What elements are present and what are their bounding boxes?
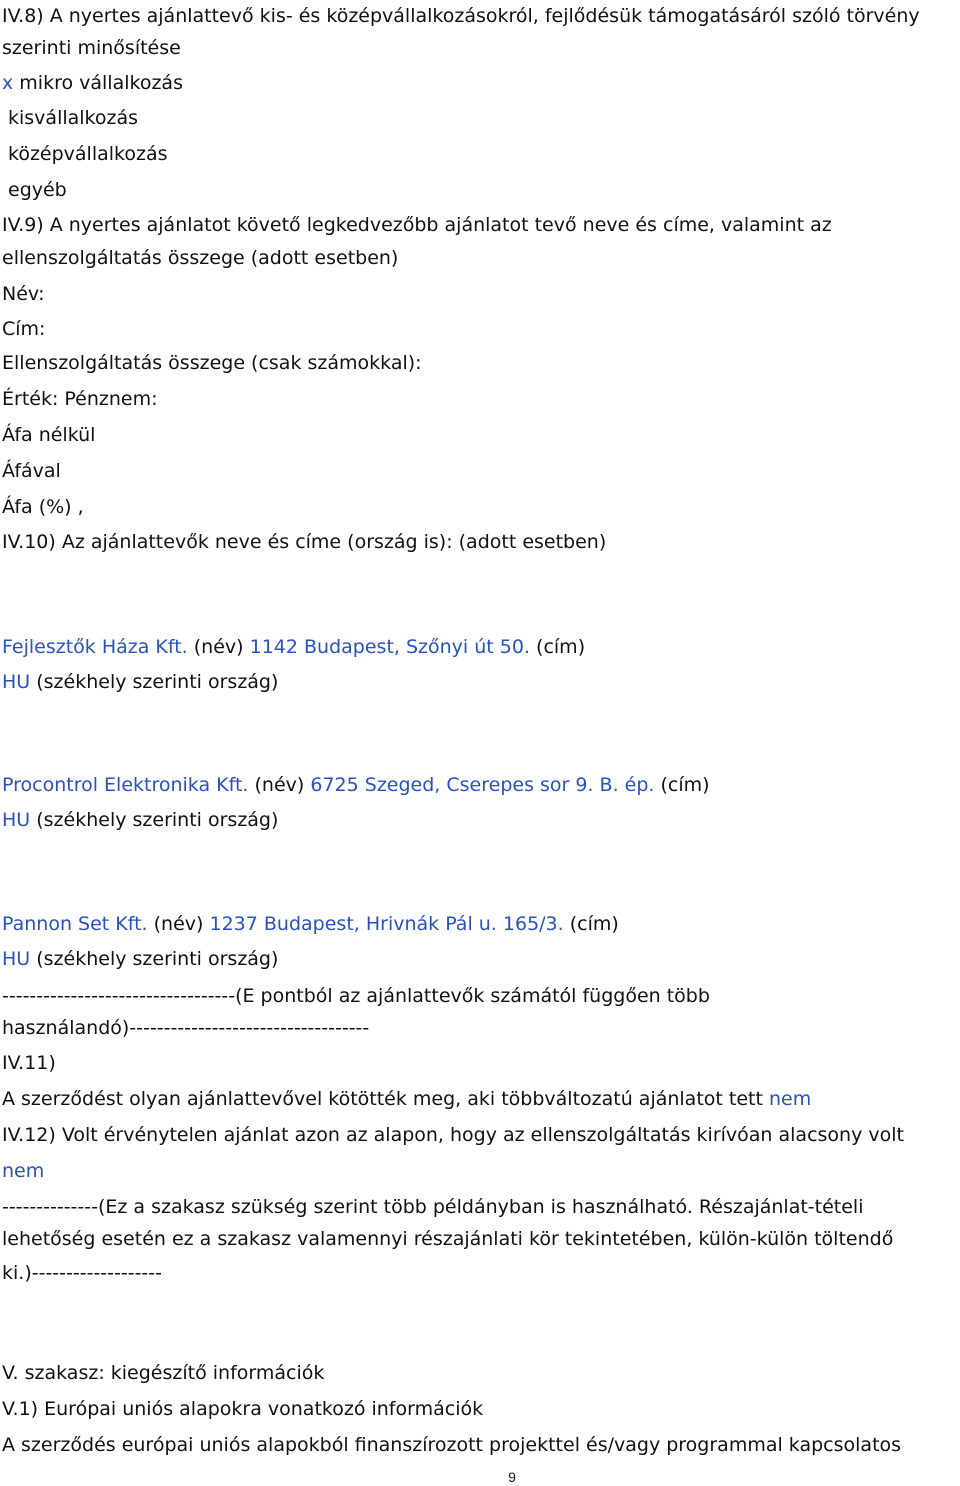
iv11-answer: nem: [768, 1088, 812, 1110]
v1-title: V.1) Európai uniós alapokra vonatkozó információk: [2, 1398, 484, 1420]
iv8-title-line2: szerinti minősítése: [2, 37, 181, 59]
iv9-afaval: Áfával: [2, 460, 61, 482]
check-mark: x: [2, 72, 14, 94]
iv9-afa-nelkul: Áfa nélkül: [2, 424, 96, 446]
iv8-option-kozep: középvállalkozás: [8, 143, 168, 165]
v1-text: A szerződés európai uniós alapokból finanszírozott projekttel és/vagy programmal kapcsolatos: [2, 1434, 902, 1456]
bidder-country: [2, 670, 278, 694]
country-code: HU: [2, 809, 31, 831]
name-tag: (név): [193, 636, 244, 658]
iv10-title: IV.10) Az ajánlattevők neve és címe (ország is): (adott esetben): [2, 531, 607, 553]
iv10-separator-line1: ----------------------------------(E pontból az ajánlattevők számától függően több: [2, 985, 710, 1007]
iv12-text: IV.12) Volt érvénytelen ajánlat azon az alapon, hogy az ellenszolgáltatás kirívóan alacsony volt: [2, 1124, 904, 1146]
iv12-answer: nem: [2, 1160, 45, 1182]
country-code: HU: [2, 948, 31, 970]
note-line3: ki.)-------------------: [2, 1262, 162, 1284]
iv9-title-line1: IV.9) A nyertes ajánlatot követő legkedvezőbb ajánlatot tevő neve és címe, valamint az: [2, 214, 832, 236]
country-tag: (székhely szerinti ország): [36, 671, 279, 693]
iv8-option-kis: kisvállalkozás: [8, 107, 139, 129]
name-tag: (név): [254, 774, 305, 796]
section5-title: V. szakasz: kiegészítő információk: [2, 1362, 325, 1384]
iv9-cim: Cím:: [2, 318, 46, 340]
iv11-title: IV.11): [2, 1052, 56, 1074]
bidder-name-address: [2, 912, 619, 936]
country-tag: (székhely szerinti ország): [36, 948, 279, 970]
bidder-name-address: [2, 773, 710, 797]
iv10-separator-line2: használandó)-----------------------------------: [2, 1017, 370, 1039]
note-line2: lehetőség esetén ez a szakasz valamennyi részajánlati kör tekintetében, külön-külön töltendő: [2, 1228, 894, 1250]
address-tag: (cím): [569, 913, 619, 935]
iv8-option-egyeb: egyéb: [8, 179, 67, 201]
bidder-name: Procontrol Elektronika Kft.: [2, 774, 249, 796]
country-tag: (székhely szerinti ország): [36, 809, 279, 831]
bidder-name: Pannon Set Kft.: [2, 913, 148, 935]
iv11-text: [2, 1087, 811, 1111]
address-tag: (cím): [660, 774, 710, 796]
bidder-country: [2, 947, 278, 971]
bidder-address: 1142 Budapest, Szőnyi út 50.: [249, 636, 530, 658]
iv9-ertek: Érték: Pénznem:: [2, 388, 158, 410]
bidder-name: Fejlesztők Háza Kft.: [2, 636, 188, 658]
iv9-afa-pct: Áfa (%) ,: [2, 496, 84, 518]
option-label: mikro vállalkozás: [19, 72, 183, 94]
iv11-question: A szerződést olyan ajánlattevővel kötötték meg, aki többváltozatú ajánlatot tett: [2, 1088, 763, 1110]
iv9-nev: Név:: [2, 283, 45, 305]
name-tag: (név): [153, 913, 204, 935]
iv8-option-mikro: [2, 71, 183, 95]
bidder-address: 1237 Budapest, Hrivnák Pál u. 165/3.: [209, 913, 564, 935]
address-tag: (cím): [536, 636, 586, 658]
page-number: 9: [508, 1469, 516, 1485]
note-line1: --------------(Ez a szakasz szükség szerint több példányban is használható. Részajánlat-tételi: [2, 1196, 864, 1218]
iv9-title-line2: ellenszolgáltatás összege (adott esetben): [2, 247, 399, 269]
bidder-address: 6725 Szeged, Cserepes sor 9. B. ép.: [310, 774, 655, 796]
bidder-country: [2, 808, 278, 832]
iv9-osszeg: Ellenszolgáltatás összege (csak számokkal):: [2, 352, 422, 374]
bidder-name-address: [2, 635, 585, 659]
iv8-title-line1: IV.8) A nyertes ajánlattevő kis- és középvállalkozásokról, fejlődésük támogatásáról szóló törvény: [2, 5, 920, 27]
country-code: HU: [2, 671, 31, 693]
